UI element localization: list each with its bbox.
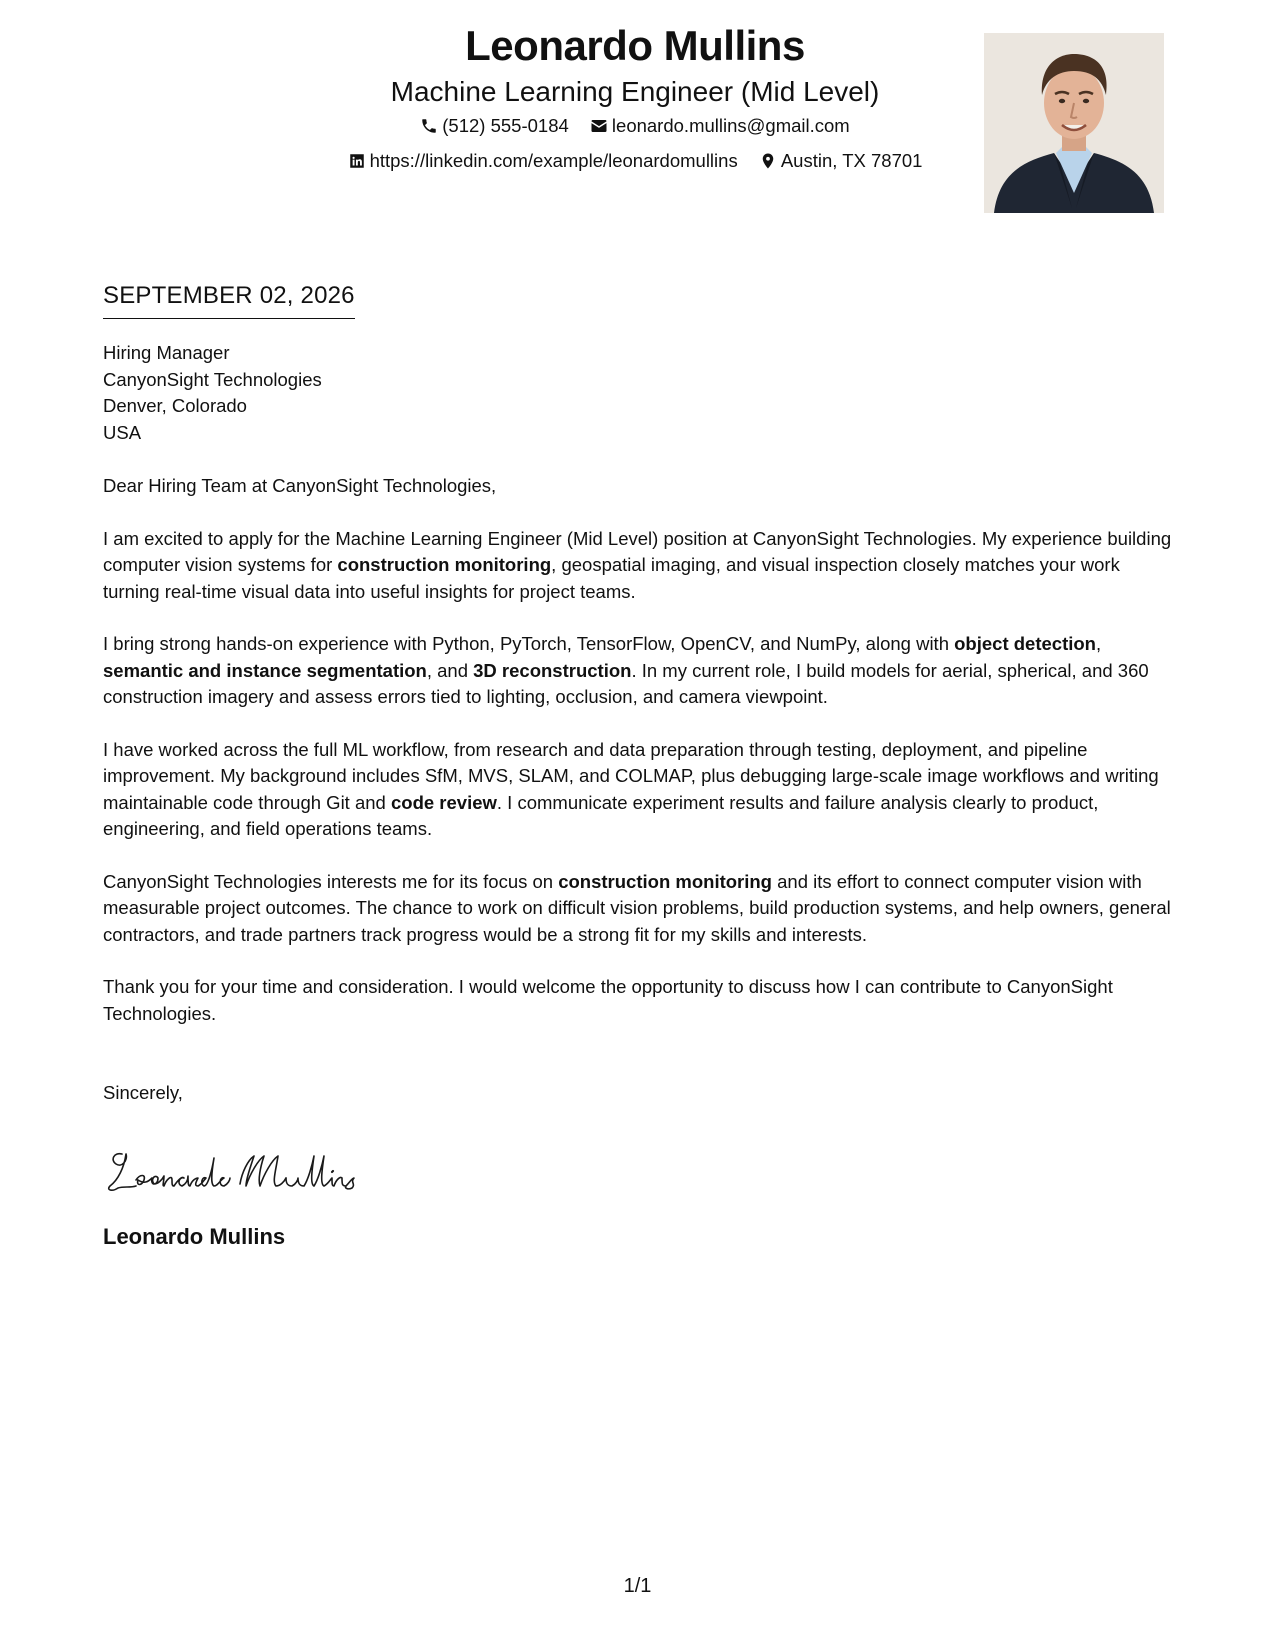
sign-off: Sincerely, — [103, 1082, 183, 1103]
highlight-term: semantic and instance segmentation — [103, 659, 427, 681]
text-span: and its effort to connect computer vision with measurable project outcomes. The chance to work on difficult vision problems, build production systems, and help owners, general contractors, and trade partners track progress would be a strong fit for my skills and interests. — [103, 870, 1171, 945]
paragraph-thanks: Thank you for your time and consideration. I would welcome the opportunity to discuss how I can contribute to CanyonSight Technologies. — [103, 976, 1113, 1024]
linkedin-url[interactable]: https://linkedin.com/example/leonardomullins — [369, 150, 738, 171]
recipient-role: Hiring Manager — [103, 342, 230, 363]
contact-row-secondary — [300, 145, 970, 180]
contact-row-primary — [300, 110, 970, 145]
page-indicator: 1/1 — [623, 1575, 652, 1597]
envelope-icon — [590, 117, 608, 135]
highlight-term: 3D reconstruction — [473, 659, 632, 681]
recipient-city: Denver, Colorado — [103, 395, 247, 416]
paragraph-workflow — [103, 737, 1173, 843]
recipient-block — [103, 340, 322, 446]
highlight-term: object detection — [954, 633, 1096, 654]
paragraph-company-fit — [103, 869, 1173, 949]
text-span: , geospatial imaging, and visual inspection closely matches your work turning real-time visual data into useful insights for project teams. — [103, 554, 1120, 602]
text-span: I am excited to apply for the Machine Learning Engineer (Mid Level) position at CanyonSight Technologies. My experience building computer vision systems for — [103, 527, 1172, 575]
profile-photo — [984, 33, 1164, 213]
header-identity — [300, 18, 970, 180]
paragraph-skills — [103, 631, 1173, 711]
contact-linkedin[interactable] — [348, 145, 738, 177]
contact-email[interactable] — [590, 110, 850, 142]
text-span: I have worked across the full ML workflow, from research and data preparation through testing, deployment, and pipeline improvement. My background includes SfM, MVS, SLAM, and COLMAP, plus debugging large-scale image workflows and writing maintainable code through Git and — [103, 738, 1159, 813]
text-span: CanyonSight Technologies interests me for its focus on — [103, 870, 559, 892]
paragraph-intro — [103, 526, 1173, 606]
letter-header — [0, 18, 1275, 218]
job-title: Machine Learning Engineer (Mid Level) — [390, 76, 880, 107]
highlight-term: construction monitoring — [558, 870, 772, 892]
handwritten-signature — [100, 1140, 370, 1200]
email-address[interactable]: leonardo.mullins@gmail.com — [611, 115, 850, 136]
highlight-term: code review — [390, 791, 497, 813]
phone-icon — [420, 117, 438, 135]
letter-date: SEPTEMBER 02, 2026 — [103, 280, 355, 319]
applicant-name: Leonardo Mullins — [465, 22, 805, 69]
portrait-image — [984, 33, 1164, 213]
contact-location — [759, 145, 923, 177]
text-span: , and — [426, 659, 474, 681]
signature-image — [100, 1140, 370, 1200]
salutation: Dear Hiring Team at CanyonSight Technologies, — [103, 475, 497, 496]
text-span: , — [1095, 633, 1102, 654]
phone-number: (512) 555-0184 — [442, 115, 569, 136]
text-span: . In my current role, I build models for aerial, spherical, and 360 construction imagery and assess errors tied to lighting, occlusion, and camera viewpoint. — [103, 659, 1149, 707]
map-pin-icon — [759, 152, 777, 170]
highlight-term: construction monitoring — [337, 554, 552, 575]
location-text: Austin, TX 78701 — [780, 150, 923, 171]
contact-phone — [420, 110, 569, 142]
letter-body — [103, 473, 1173, 1053]
signed-name: Leonardo Mullins — [103, 1224, 286, 1249]
recipient-company: CanyonSight Technologies — [103, 368, 322, 390]
recipient-country: USA — [103, 421, 142, 443]
text-span: I bring strong hands-on experience with Python, PyTorch, TensorFlow, OpenCV, and NumPy, along with — [103, 633, 955, 654]
linkedin-icon — [348, 152, 366, 170]
text-span: . I communicate experiment results and failure analysis clearly to product, engineering, and field operations teams. — [103, 791, 1099, 839]
